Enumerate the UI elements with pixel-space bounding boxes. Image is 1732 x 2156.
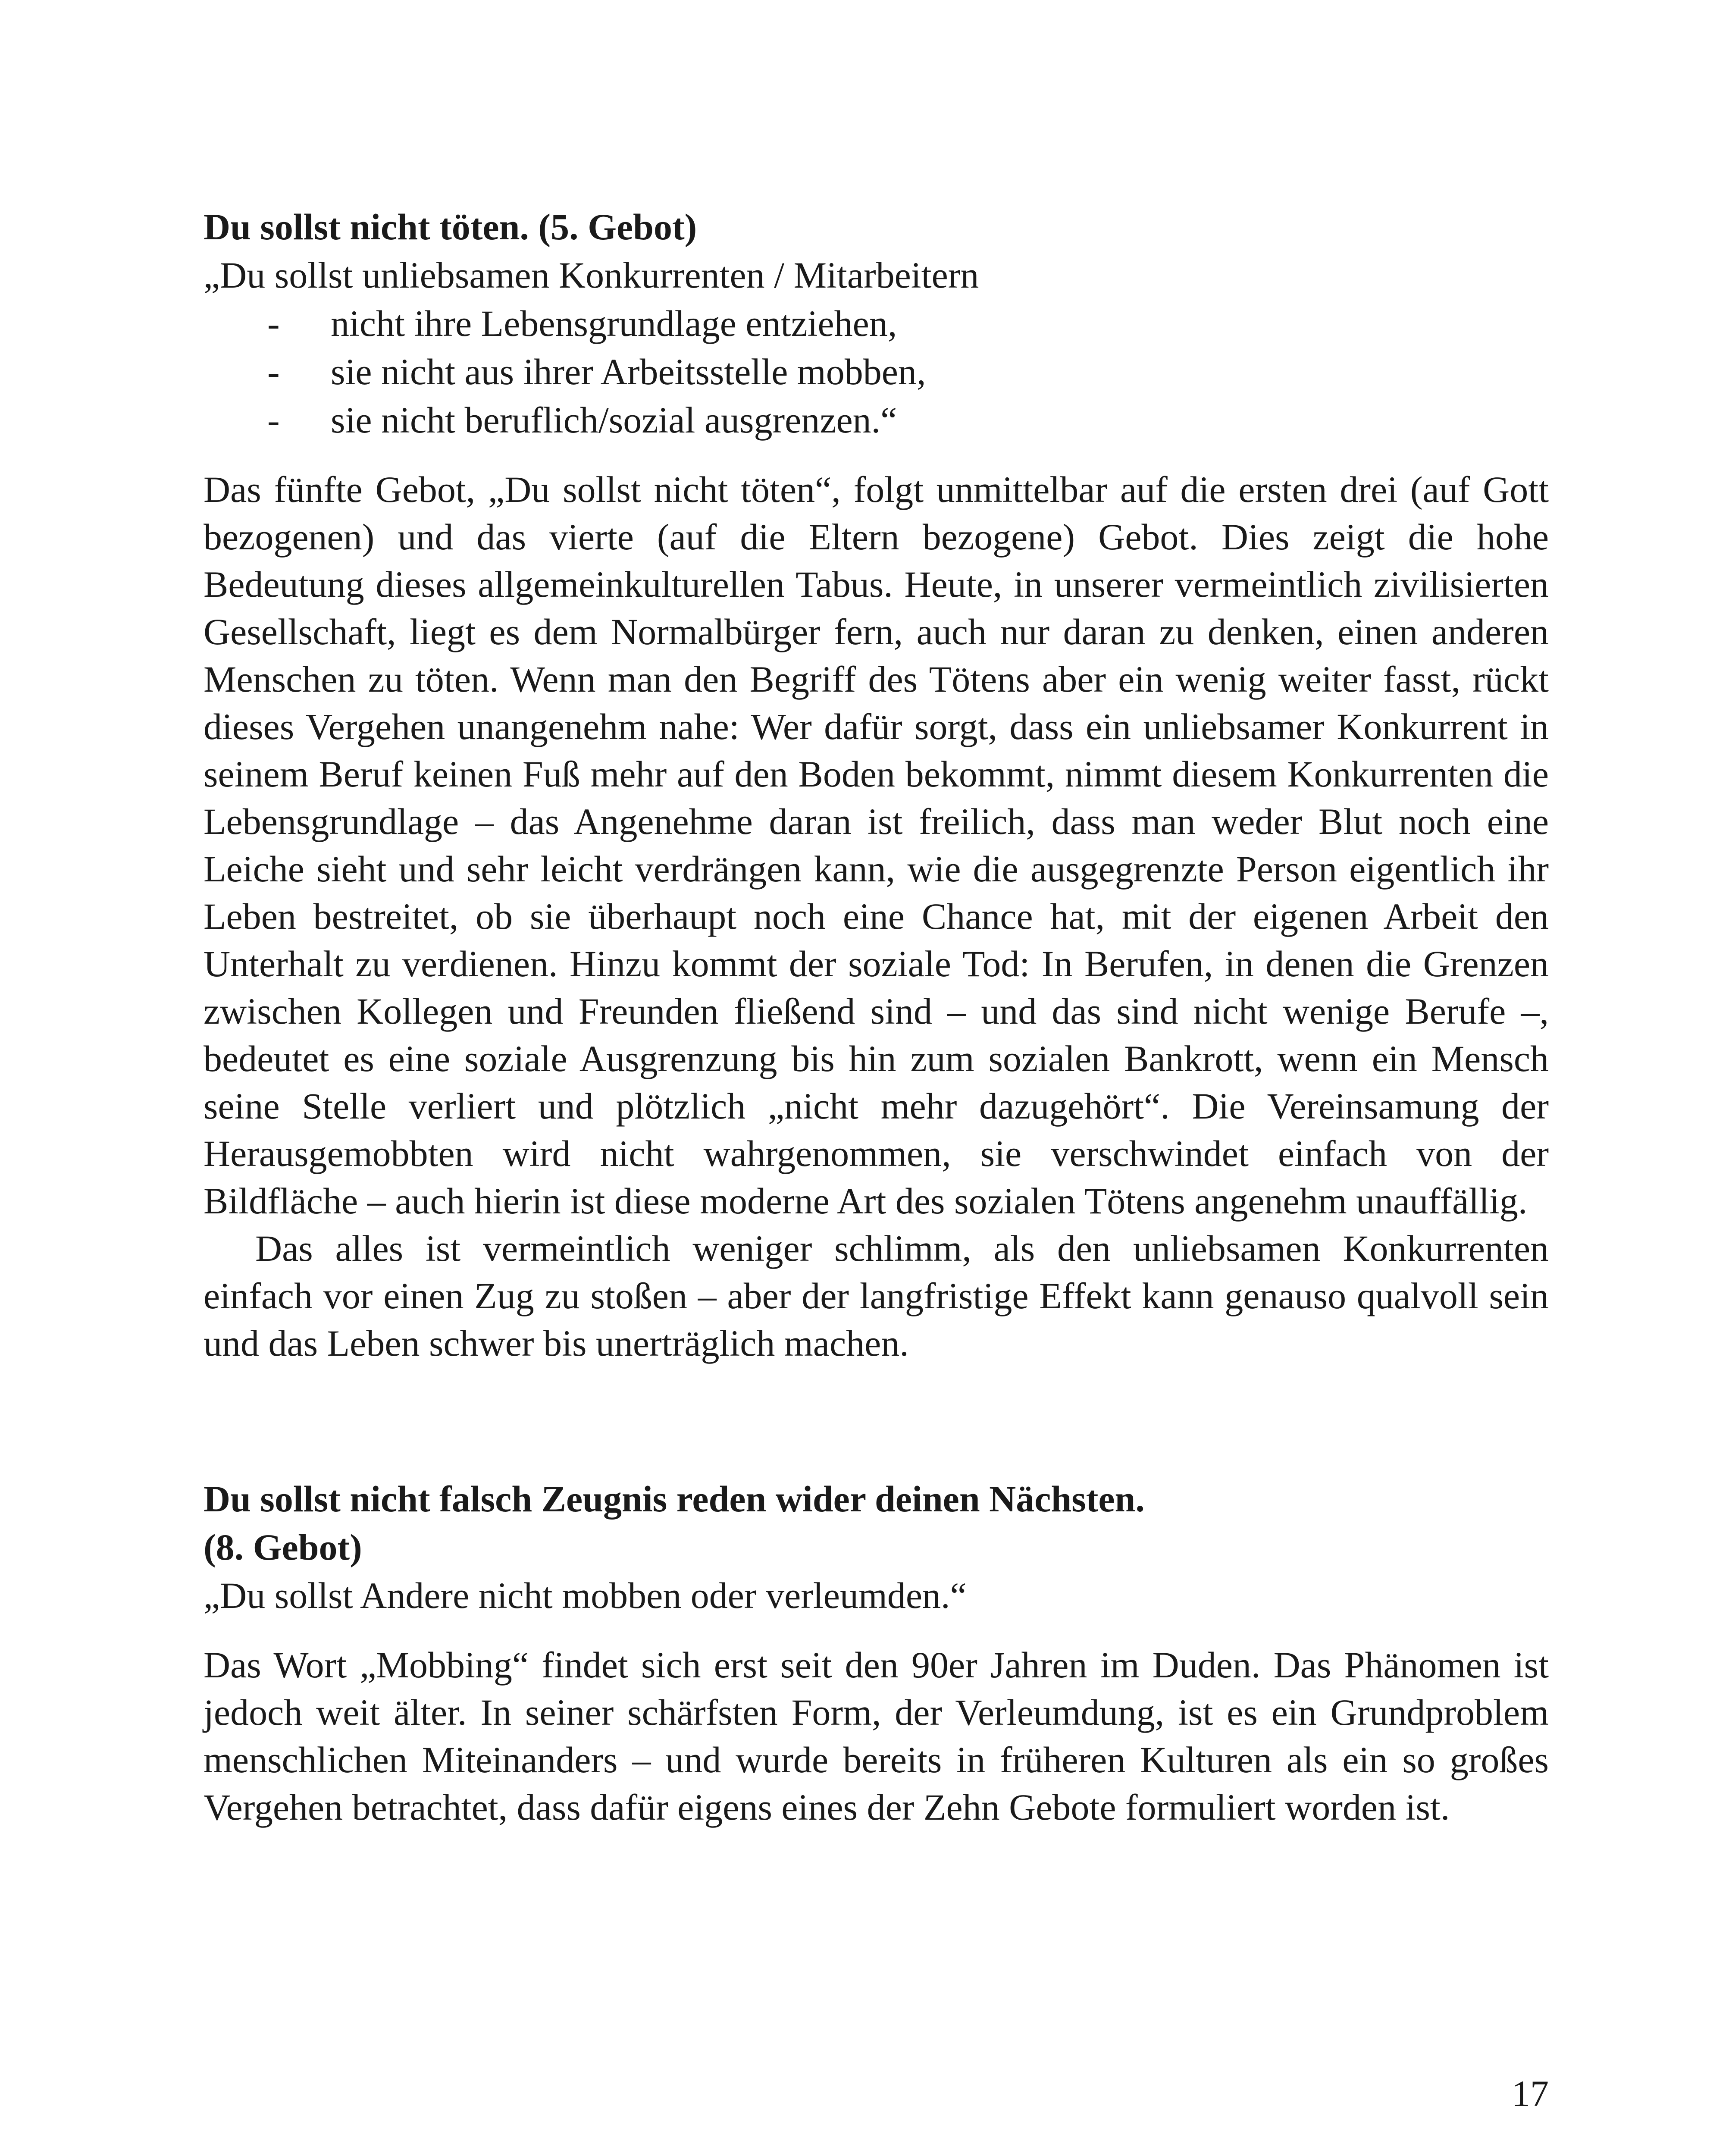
section-heading: Du sollst nicht falsch Zeugnis reden wider deinen Nächsten.	[204, 1478, 1145, 1520]
list-dash: -	[267, 303, 280, 344]
quote: „Du sollst Andere nicht mobben oder verleumden.“	[204, 1575, 967, 1616]
list-item	[204, 348, 1549, 396]
section-fifth-commandment	[204, 203, 1549, 1367]
list-dash: -	[267, 351, 280, 392]
section-heading-subtitle: (8. Gebot)	[204, 1526, 362, 1568]
list-item-text: sie nicht aus ihrer Arbeitsstelle mobben,	[331, 351, 926, 392]
body-paragraph: Das fünfte Gebot, „Du sollst nicht töten“, folgt unmittelbar auf die ersten drei (auf Gott bezogenen) und das vierte (auf die Eltern bezogene) Gebot. Dies zeigt die hohe Bedeutung dieses allgemeinkulturellen Tabus. Heute, in unserer vermeintlich zivilisierten Gesellschaft, liegt es dem Normalbürger fern, auch nur daran zu denken, einen anderen Menschen zu töten. Wenn man den Begriff des Tötens aber ein wenig weiter fasst, rückt dieses Vergehen unangenehm nahe: Wer dafür sorgt, dass ein unliebsamer Konkurrent in seinem Beruf keinen Fuß mehr auf den Boden bekommt, nimmt diesem Konkurrenten die Lebensgrundlage – das Angenehme daran ist freilich, dass man weder Blut noch eine Leiche sieht und sehr leicht verdrängen kann, wie die ausgegrenzte Person eigentlich ihr Leben bestreitet, ob sie überhaupt noch eine Chance hat, mit der eigenen Arbeit den Unterhalt zu verdienen. Hinzu kommt der soziale Tod: In Berufen, in denen die Grenzen zwischen Kollegen und Freunden fließend sind – und das sind nicht wenige Berufe –, bedeutet es eine soziale Ausgrenzung bis hin zum sozialen Bankrott, wenn ein Mensch seine Stelle verliert und plötzlich „nicht mehr dazugehört“. Die Vereinsamung der Herausgemobbten wird nicht wahrgenommen, sie verschwindet einfach von der Bildfläche – auch hierin ist diese moderne Art des sozialen Tötens angenehm unauffällig.	[204, 469, 1549, 1222]
body-paragraph: Das alles ist vermeintlich weniger schlimm, als den unliebsamen Konkurrenten einfach vor einen Zug zu stoßen – aber der langfristige Effekt kann genauso qualvoll sein und das Leben schwer bis unerträglich machen.	[204, 1228, 1549, 1364]
body-paragraph: Das Wort „Mobbing“ findet sich erst seit den 90er Jahren im Duden. Das Phänomen ist jedoch weit älter. In seiner schärfsten Form, der Verleumdung, ist es ein Grundproblem menschlichen Miteinanders – und wurde bereits in früheren Kulturen als ein so großes Vergehen betrachtet, dass dafür eigens eines der Zehn Gebote formuliert worden ist.	[204, 1644, 1549, 1828]
list-item	[204, 396, 1549, 444]
list-item	[204, 299, 1549, 348]
page-number: 17	[1512, 2073, 1549, 2114]
commandment-list	[204, 299, 1549, 444]
list-item-text: nicht ihre Lebensgrundlage entziehen,	[331, 303, 897, 344]
section-eighth-commandment	[204, 1475, 1549, 1831]
page-content	[204, 203, 1549, 1831]
quote-intro: „Du sollst unliebsamen Konkurrenten / Mitarbeitern	[204, 254, 979, 296]
section-heading: Du sollst nicht töten. (5. Gebot)	[204, 206, 697, 248]
list-item-text: sie nicht beruflich/sozial ausgrenzen.“	[331, 399, 897, 441]
list-dash: -	[267, 399, 280, 441]
